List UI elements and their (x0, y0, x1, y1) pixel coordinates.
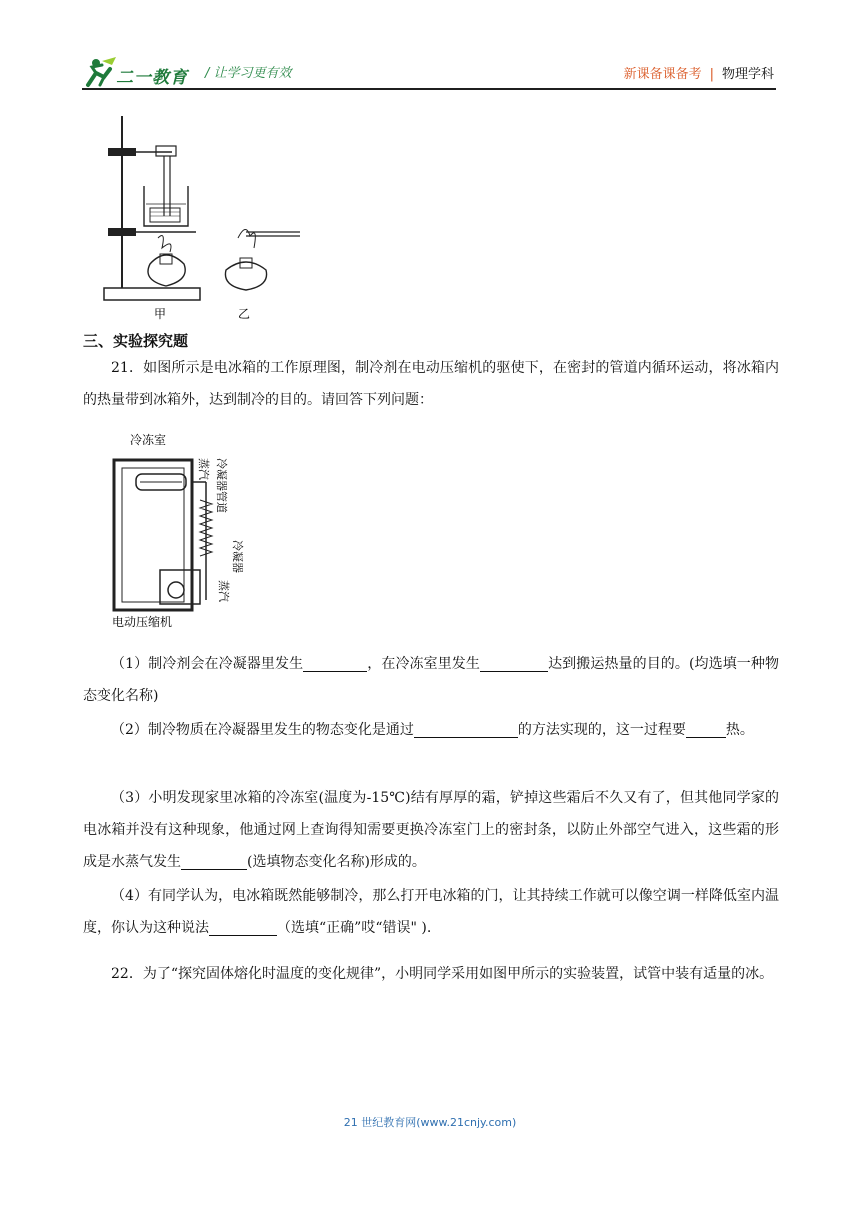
section-title: 三、实验探究题 (83, 332, 189, 350)
label-freezer: 冷冻室 (130, 433, 167, 447)
q21-part3 (83, 782, 779, 878)
q21-part2-a: （2）制冷物质在冷凝器里发生的物态变化是通过 (111, 722, 414, 738)
q21-part4 (83, 880, 779, 944)
q21-part1-b: ，在冷冻室里发生 (367, 656, 480, 672)
answer-blank-5[interactable] (181, 851, 247, 870)
answer-blank-1[interactable] (303, 653, 367, 672)
label-vapor-bottom: 蒸汽 (217, 580, 230, 602)
page-footer: 21 世纪教育网(www.21cnjy.com) (343, 1116, 517, 1129)
figure-label-yi: 乙 (238, 307, 251, 321)
q21-part1 (83, 648, 779, 712)
header-rule (82, 88, 776, 90)
q21-part3-b: (选填物态变化名称)形成的。 (247, 854, 426, 870)
answer-blank-3[interactable] (414, 719, 518, 738)
q21-part4-b: （选填“正确”哎“错误" ). (277, 920, 432, 936)
course-label: 新课备课备考 (623, 67, 702, 82)
q21-intro: 21．如图所示是电冰箱的工作原理图，制冷剂在电动压缩机的驱使下，在密封的管道内循环运动，将冰箱内的热量带到冰箱外，达到制冷的目的。请回答下列问题： (83, 360, 779, 408)
q21-part3-a: （3）小明发现家里冰箱的冷冻室(温度为-15℃)结有厚厚的霜，铲掉这些霜后不久又有了，但其他同学家的电冰箱并没有这种现象，他通过网上查询得知需要更换冷冻室门上的密封条，以防止外部空气进入，这些霜的形成是水蒸气发生 (83, 790, 779, 870)
label-compressor: 电动压缩机 (112, 615, 173, 629)
answer-blank-2[interactable] (480, 653, 548, 672)
header-separator: | (709, 67, 714, 82)
label-condenser-pipe: 冷凝器管道 (215, 458, 228, 513)
brand-slogan: / 让学习更有效 (205, 66, 292, 81)
figure-label-jia: 甲 (154, 307, 167, 321)
refrigerator-diagram (110, 430, 270, 630)
q21-part1-a: （1）制冷剂会在冷凝器里发生 (111, 656, 304, 672)
heating-apparatus-figure (100, 108, 310, 323)
q22-text: 22．为了“探究固体熔化时温度的变化规律”，小明同学采用如图甲所示的实验装置，试管中装有适量的冰。 (111, 966, 774, 982)
label-vapor-top: 蒸汽 (197, 458, 210, 480)
answer-blank-4[interactable] (686, 719, 726, 738)
q21-part4-a: （4）有同学认为，电冰箱既然能够制冷，那么打开电冰箱的门，让其持续工作就可以像空调一样降低室内温度，你认为这种说法 (83, 888, 779, 936)
q21-part2-b: 的方法实现的，这一过程要 (517, 722, 686, 738)
page-header (0, 0, 860, 96)
q21-part1-c: 达到搬运热量的目的。(均选填一种物态变化名称) (83, 656, 779, 704)
brand-name: 二一教育 (116, 68, 188, 88)
header-right (624, 63, 774, 82)
q21-part2 (83, 714, 779, 746)
answer-blank-6[interactable] (209, 917, 277, 936)
q21-part2-c: 热。 (725, 722, 754, 738)
label-condenser: 冷凝器 (231, 540, 244, 573)
subject-label: 物理学科 (721, 67, 774, 82)
